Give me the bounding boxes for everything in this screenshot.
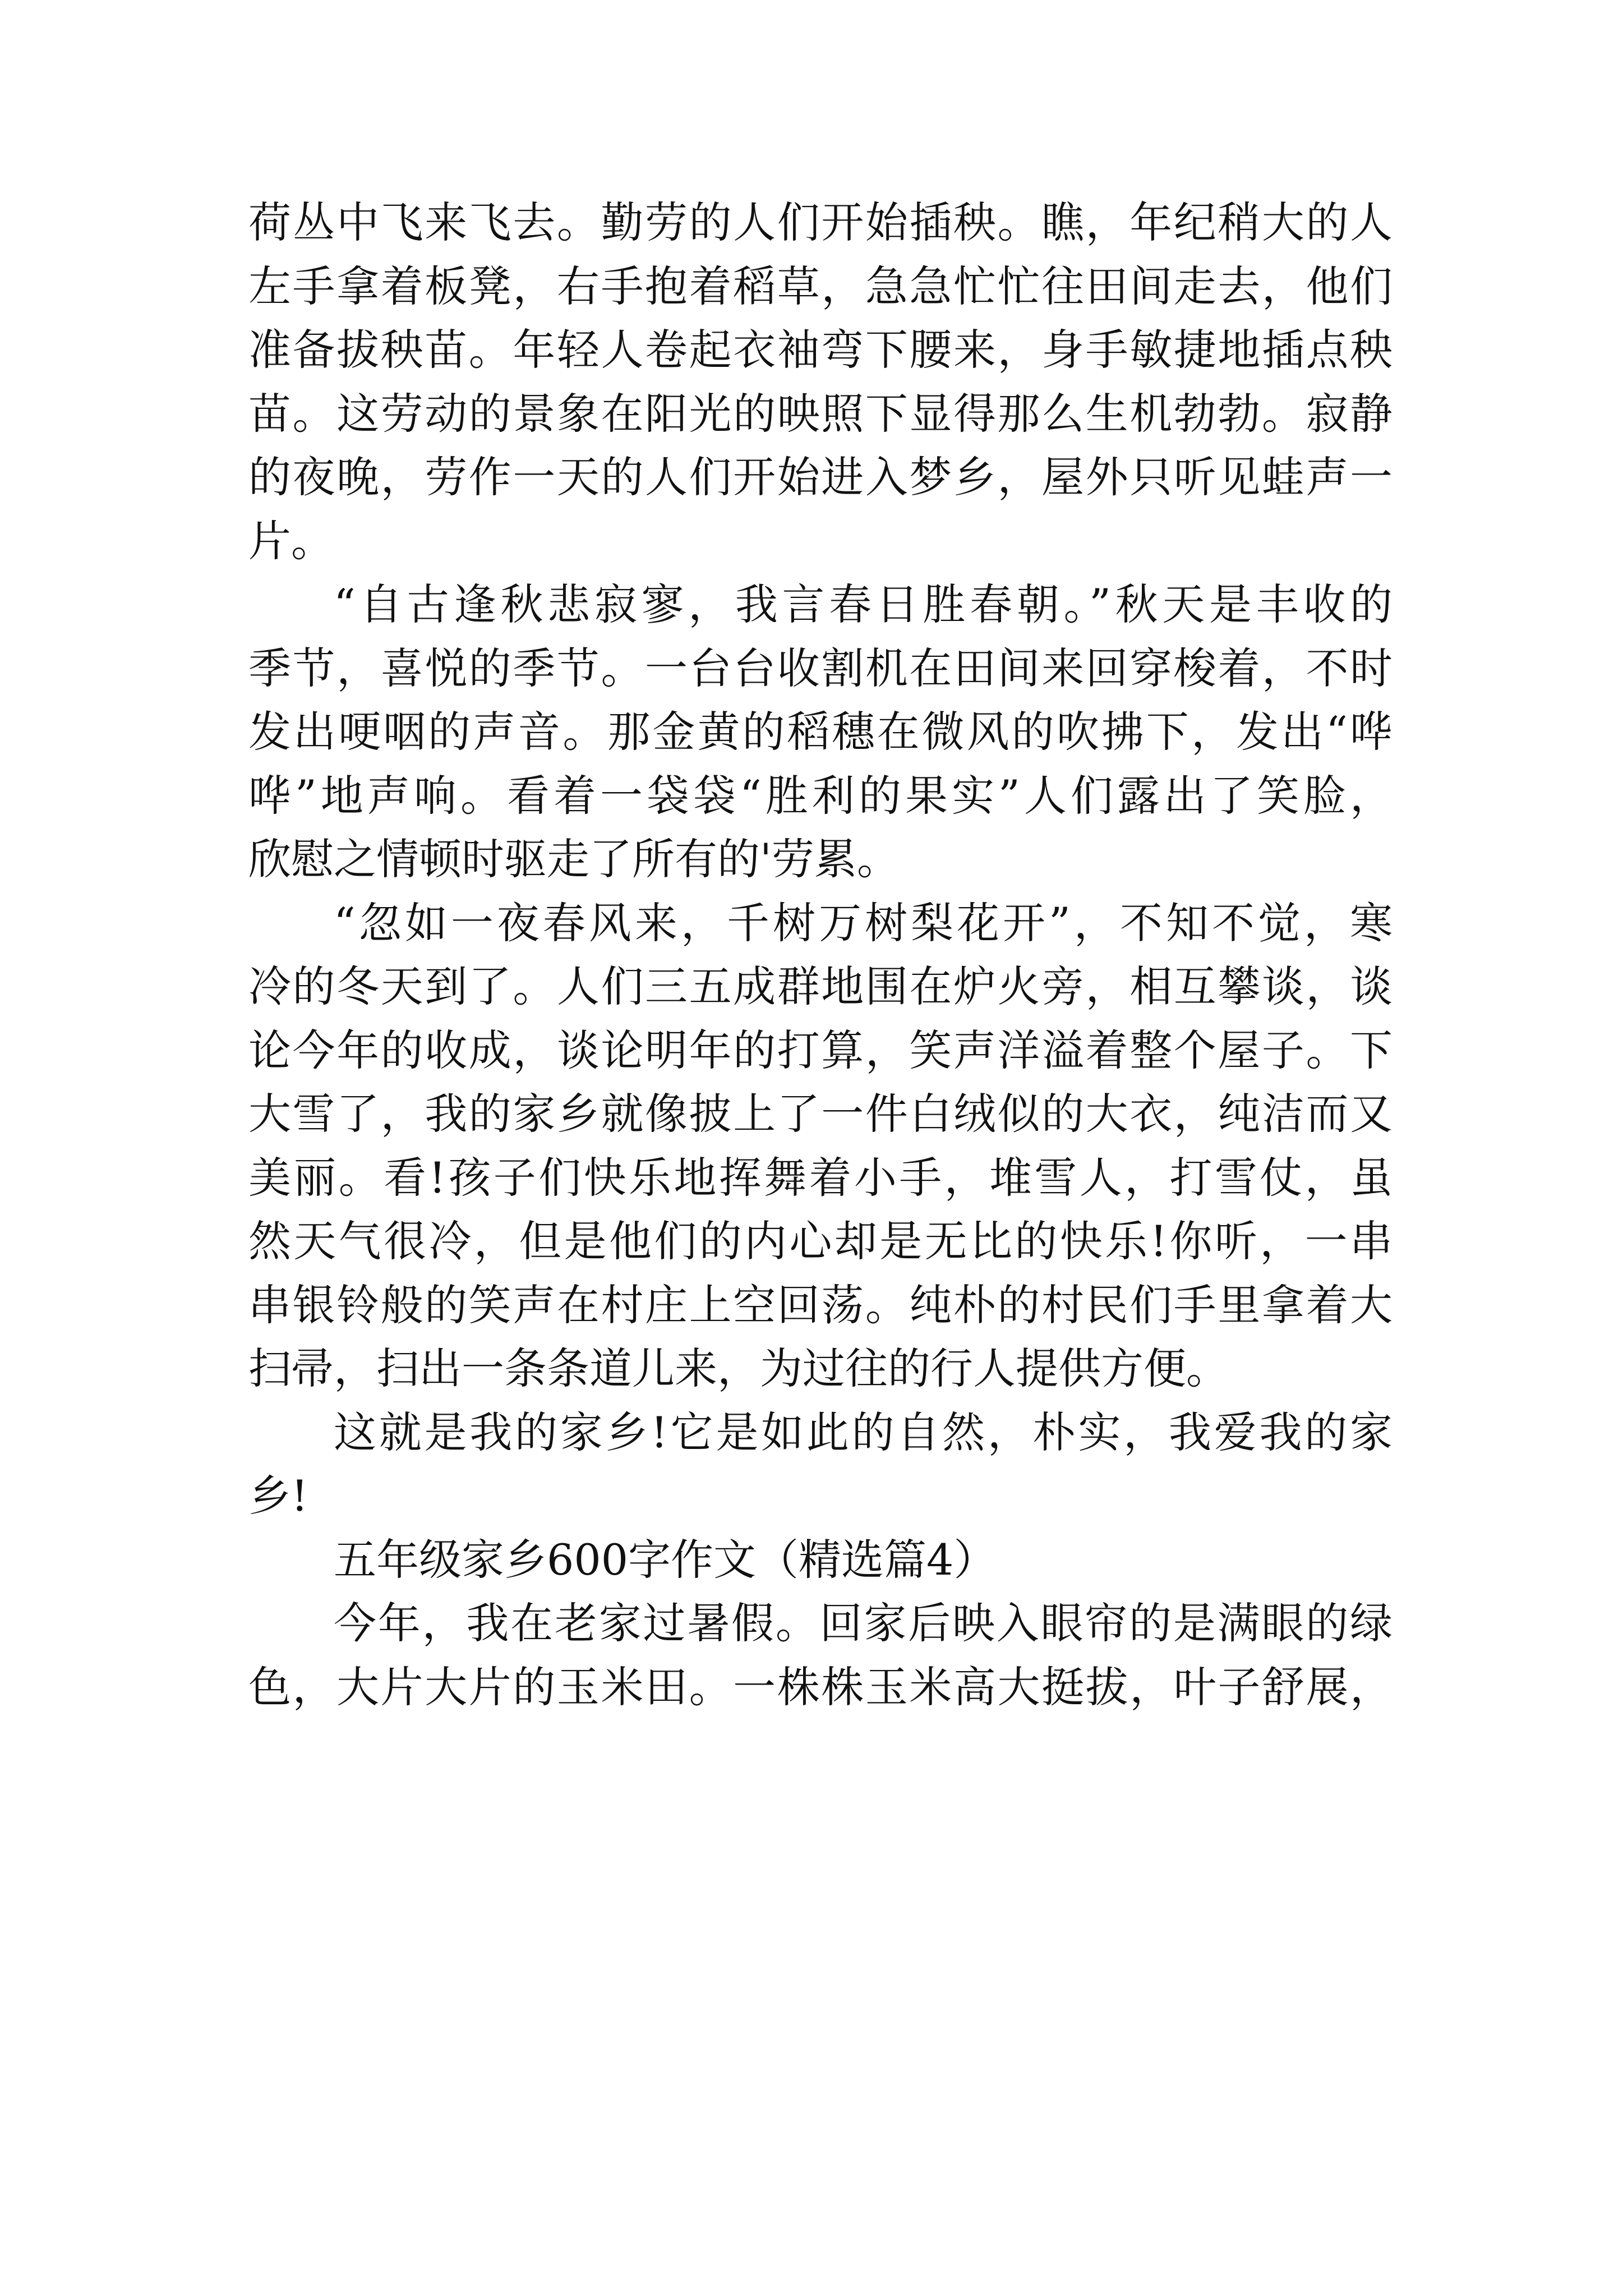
text-line: 今年，我在老家过暑假。回家后映入眼帘的是满眼的绿	[334, 1598, 1393, 1648]
text-line: 准备拔秧苗。年轻人卷起衣袖弯下腰来，身手敏捷地插点秧	[248, 325, 1393, 375]
text-line: 乡!	[248, 1471, 308, 1521]
text-line: 发出哽咽的声音。那金黄的稻穗在微风的吹拂下，发出“哗	[248, 707, 1393, 757]
text-line: 串银铃般的笑声在村庄上空回荡。纯朴的村民们手里拿着大	[248, 1280, 1393, 1330]
text-line: 季节，喜悦的季节。一台台收割机在田间来回穿梭着，不时	[248, 643, 1393, 693]
text-line: 欣慰之情顿时驱走了所有的'劳累。	[248, 834, 900, 884]
text-line: 色，大片大片的玉米田。一株株玉米高大挺拔，叶子舒展，	[248, 1662, 1393, 1712]
text-line: 美丽。看!孩子们快乐地挥舞着小手，堆雪人，打雪仗，虽	[248, 1152, 1393, 1203]
text-line: 左手拿着板凳，右手抱着稻草，急急忙忙往田间走去，他们	[248, 261, 1393, 311]
text-line: 论今年的收成，谈论明年的打算，笑声洋溢着整个屋子。下	[248, 1025, 1393, 1075]
text-line: “自古逢秋悲寂寥，我言春日胜春朝。”秋天是丰收的	[334, 579, 1393, 629]
text-line: 片。	[248, 516, 334, 566]
text-line: 然天气很冷，但是他们的内心却是无比的快乐!你听，一串	[248, 1216, 1393, 1266]
text-line: 扫帚，扫出一条条道儿来，为过往的行人提供方便。	[248, 1343, 1229, 1393]
text-line: 冷的冬天到了。人们三五成群地围在炉火旁，相互攀谈，谈	[248, 961, 1393, 1011]
document-body	[248, 191, 1393, 1719]
text-line: 大雪了，我的家乡就像披上了一件白绒似的大衣，纯洁而又	[248, 1089, 1393, 1139]
text-line: 的夜晚，劳作一天的人们开始进入梦乡，屋外只听见蛙声一	[248, 452, 1393, 502]
text-line: “忽如一夜春风来，千树万树梨花开”，不知不觉，寒	[334, 898, 1393, 948]
section-heading: 五年级家乡600字作文（精选篇4）	[334, 1534, 997, 1585]
text-line: 这就是我的家乡!它是如此的自然，朴实，我爱我的家	[334, 1407, 1393, 1457]
text-line: 荷丛中飞来飞去。勤劳的人们开始插秧。瞧，年纪稍大的人	[248, 197, 1393, 247]
text-line: 苗。这劳动的景象在阳光的映照下显得那么生机勃勃。寂静	[248, 388, 1393, 439]
text-line: 哗”地声响。看着一袋袋“胜利的果实”人们露出了笑脸，	[248, 770, 1393, 821]
